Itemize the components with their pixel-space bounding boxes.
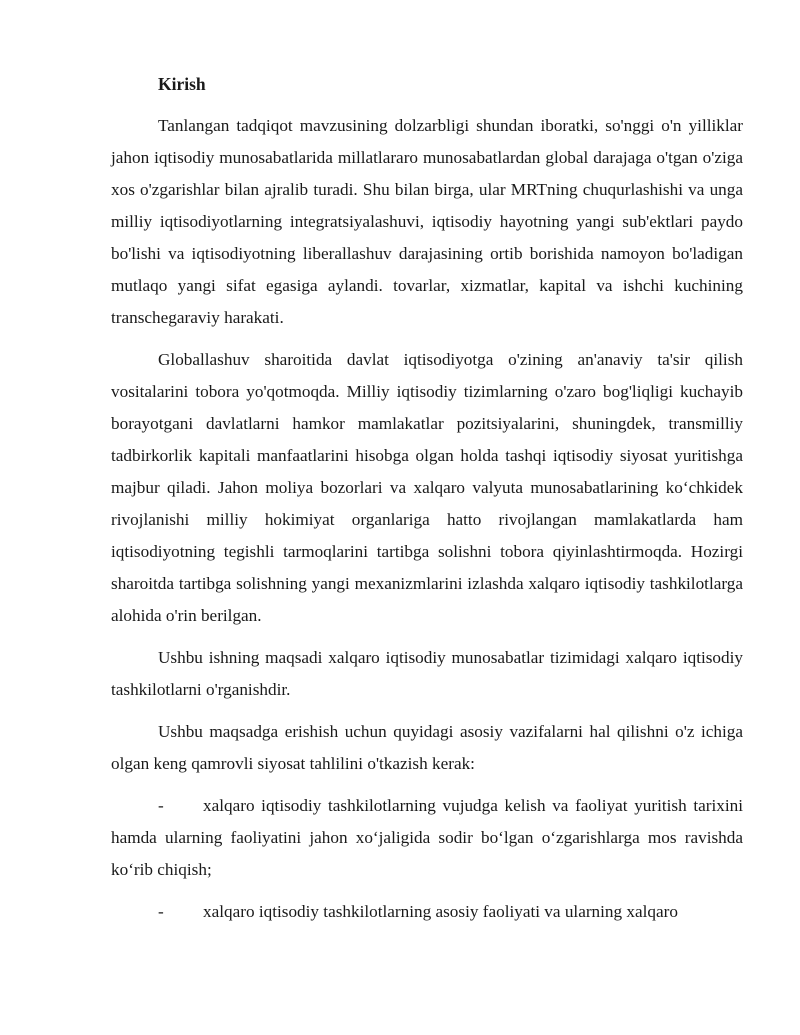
list-item-text: xalqaro iqtisodiy tashkilotlarning asosiy faoliyati va ularning xalqaro [203, 902, 678, 921]
paragraph-relevance: Tanlangan tadqiqot mavzusining dolzarbligi shundan iboratki, so'nggi o'n yilliklar jahon iqtisodiy munosabatlarida millatlararo munosabatlardan global darajaga o'tgan o'ziga xos o'zgarishlar bilan ajralib turadi. Shu bilan birga, ular MRTning chuqurlashishi va unga milliy iqtisodiyotlarning integratsiyalashuvi, iqtisodiy hayotning yangi sub'ektlari paydo bo'lishi va iqtisodiyotning liberallashuv darajasining ortib borishida namoyon bo'ladigan mutlaqo yangi sifat egasiga aylandi. tovarlar, xizmatlar, kapital va ishchi kuchining transchegaraviy harakati. [111, 116, 743, 327]
paragraph-globalization: Globallashuv sharoitida davlat iqtisodiyotga o'zining an'anaviy ta'sir qilish vositalarini tobora yo'qotmoqda. Milliy iqtisodiy tizimlarning o'zaro bog'liqligi kuchayib borayotgani davlatlarni hamkor mamlakatlar pozitsiyalarini, shuningdek, transmilliy tadbirkorlik kapitali manfaatlarini hisobga olgan holda tashqi iqtisodiy siyosat yuritishga majbur qiladi. Jahon moliya bozorlari va xalqaro valyuta munosabatlarining ko‘chkidek rivojlanishi milliy hokimiyat organlariga hatto rivojlangan mamlakatlarda ham iqtisodiyotning tegishli tarmoqlarini tartibga solishni tobora qiyinlashtirmoqda. Hozirgi sharoitda tartibga solishning yangi mexanizmlarini izlashda xalqaro iqtisodiy tashkilotlarga alohida o'rin berilgan. [111, 350, 743, 625]
list-item [111, 790, 743, 886]
list-item-text: xalqaro iqtisodiy tashkilotlarning vujudga kelish va faoliyat yuritish tarixini hamda ularning faoliyatini jahon xo‘jaligida sodir bo‘lgan o‘zgarishlarga mos ravishda ko‘rib chiqish; [111, 796, 743, 879]
list-item [111, 896, 743, 928]
paragraph-tasks-intro: Ushbu maqsadga erishish uchun quyidagi asosiy vazifalarni hal qilishni o'z ichiga olgan keng qamrovli siyosat tahlilini o'tkazish kerak: [111, 722, 743, 773]
list-marker: - [158, 796, 164, 815]
document-page [111, 68, 743, 938]
paragraph-goal: Ushbu ishning maqsadi xalqaro iqtisodiy munosabatlar tizimidagi xalqaro iqtisodiy tashkilotlarni o'rganishdir. [111, 648, 743, 699]
section-heading: Kirish [158, 74, 206, 94]
list-marker: - [158, 902, 164, 921]
